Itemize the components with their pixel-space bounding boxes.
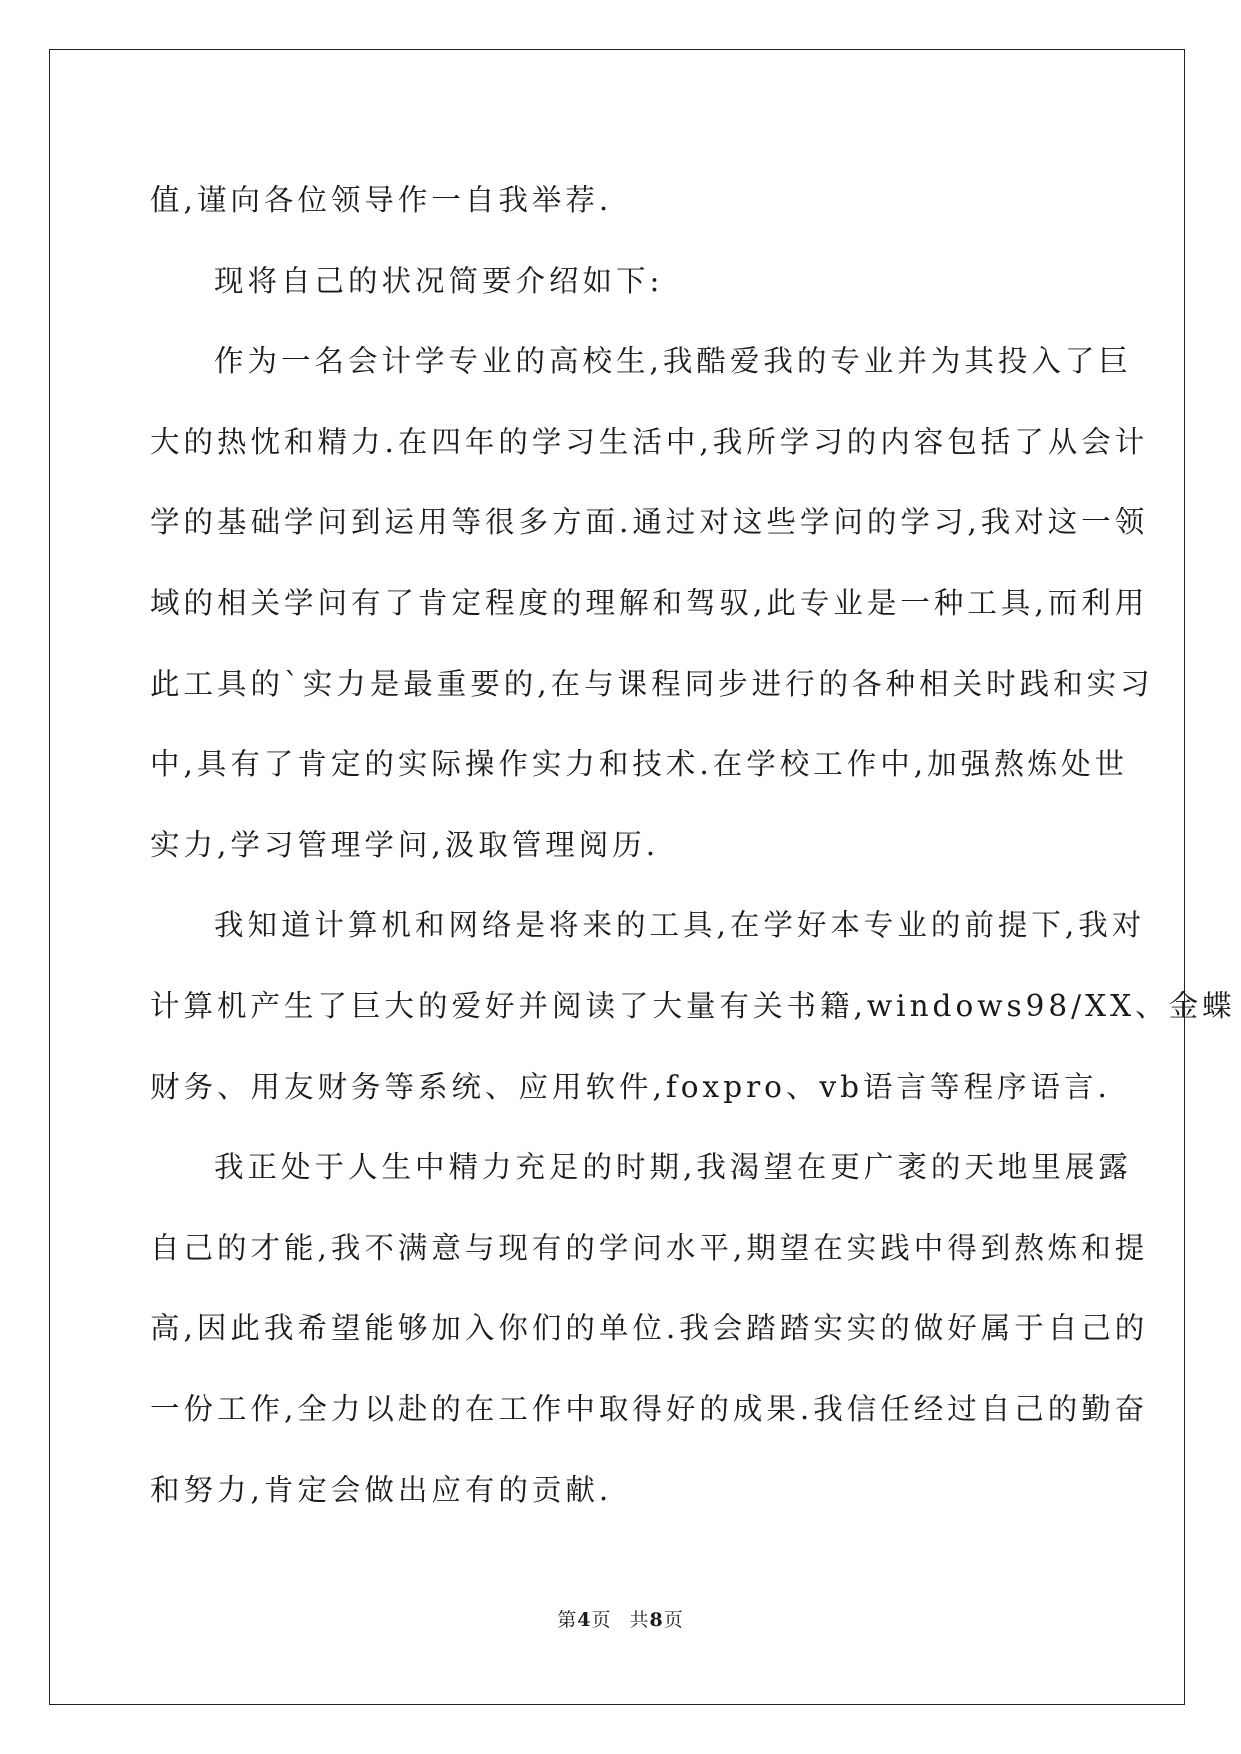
text-line: 值,谨向各位领导作一自我举荐.: [150, 183, 613, 217]
text-line: 财务、用友财务等系统、应用软件,foxpro、vb语言等程序语言.: [150, 1069, 1111, 1104]
text-line: 大的热忱和精力.在四年的学习生活中,我所学习的内容包括了从会计: [150, 424, 1149, 459]
total-prefix: 共: [629, 1609, 650, 1631]
text-line: 现将自己的状况简要介绍如下:: [214, 263, 664, 298]
text-line: 一份工作,全力以赴的在工作中取得好的成果.我信任经过自己的勤奋: [150, 1391, 1149, 1426]
text-line: 学的基础学问到运用等很多方面.通过对这些学问的学习,我对这一领: [150, 505, 1149, 540]
text-line: 高,因此我希望能够加入你们的单位.我会踏踏实实的做好属于自己的: [150, 1311, 1149, 1346]
total-pages: 8: [649, 1609, 664, 1631]
text-line: 作为一名会计学专业的高校生,我酷爱我的专业并为其投入了巨: [214, 344, 1132, 379]
text-line: 我知道计算机和网络是将来的工具,在学好本专业的前提下,我对: [214, 908, 1146, 943]
text-line: 我正处于人生中精力充足的时期,我渴望在更广袤的天地里展露: [214, 1150, 1132, 1185]
text-line: 此工具的`实力是最重要的,在与课程同步进行的各种相关时践和实习: [150, 666, 1154, 701]
text-line: 自己的才能,我不满意与现有的学问水平,期望在实践中得到熬炼和提: [150, 1230, 1149, 1265]
total-suffix: 页: [663, 1609, 684, 1631]
page-prefix: 第: [557, 1609, 578, 1631]
text-line: 计算机产生了巨大的爱好并阅读了大量有关书籍,windows98/XX、金蝶: [150, 988, 1236, 1023]
text-line: 和努力,肯定会做出应有的贡献.: [150, 1472, 613, 1507]
document-body: [150, 160, 1236, 1530]
text-line: 实力,学习管理学问,汲取管理阅历.: [150, 827, 660, 862]
text-line: 中,具有了肯定的实际操作实力和技术.在学校工作中,加强熬炼处世: [150, 747, 1129, 782]
page-number: 4: [577, 1609, 592, 1631]
page-footer: [0, 1605, 1241, 1632]
text-line: 域的相关学问有了肯定程度的理解和驾驭,此专业是一种工具,而利用: [150, 585, 1149, 620]
page-suffix: 页: [591, 1609, 612, 1631]
